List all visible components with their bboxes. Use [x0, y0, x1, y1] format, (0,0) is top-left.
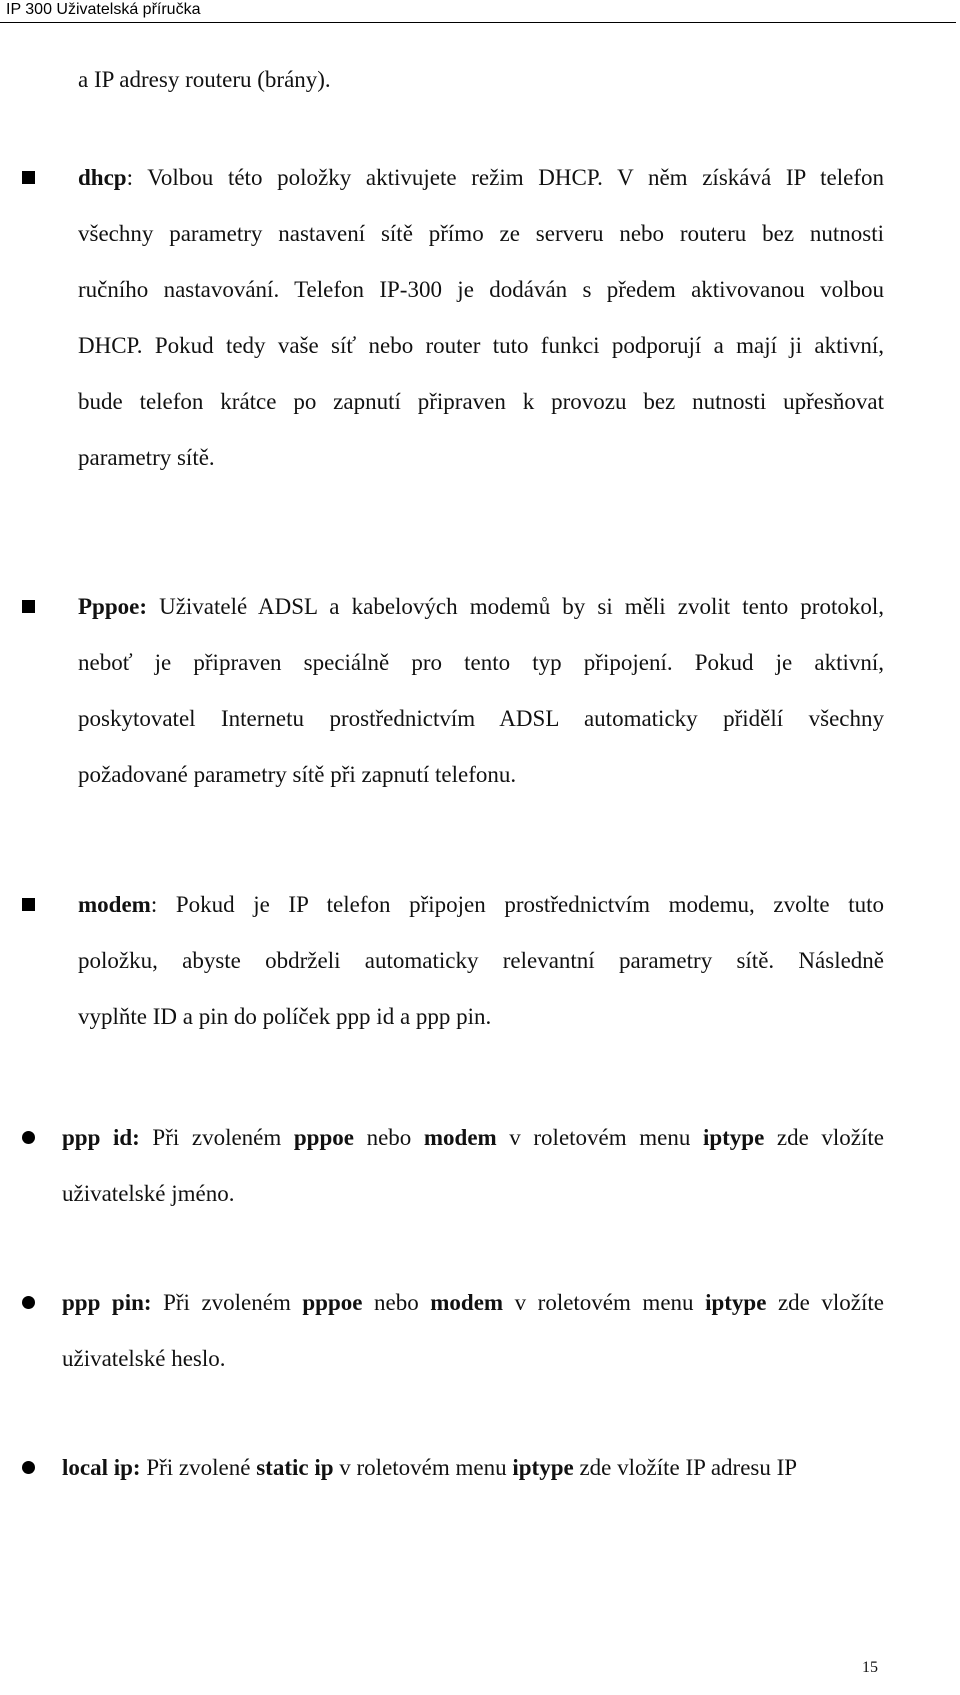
text-run: položku, abyste obdrželi automaticky relevantní parametry sítě. Následně	[78, 948, 884, 973]
text-run: zde vložíte IP adresu IP	[573, 1455, 798, 1480]
text-run: nebo	[362, 1290, 431, 1315]
bold-term: static ip	[256, 1455, 334, 1480]
text-run: zde vložíte	[764, 1125, 884, 1150]
square-bullet-icon	[22, 898, 35, 911]
text-line	[78, 374, 884, 430]
text-run: uživatelské heslo.	[62, 1346, 226, 1371]
text-line	[62, 1275, 884, 1331]
text-line	[78, 635, 884, 691]
text-run: uživatelské jméno.	[62, 1181, 235, 1206]
text-line	[78, 989, 884, 1045]
text-run: v roletovém menu	[333, 1455, 513, 1480]
text-run: požadované parametry sítě při zapnutí telefonu.	[78, 762, 517, 787]
text-line	[78, 150, 884, 206]
bold-term: ppp pin:	[62, 1290, 152, 1315]
text-line	[62, 1331, 884, 1387]
text-run: nebo	[353, 1125, 424, 1150]
text-run: neboť je připraven speciálně pro tento typ připojení. Pokud je aktivní,	[78, 650, 884, 675]
intro-line: a IP adresy routeru (brány).	[78, 67, 331, 92]
text-line	[78, 262, 884, 318]
text-line	[62, 1166, 884, 1222]
square-bullet-icon	[22, 600, 35, 613]
header-title: IP 300 Uživatelská příručka	[6, 1, 201, 18]
text-run: zde vložíte	[766, 1290, 884, 1315]
bold-term: Pppoe:	[78, 594, 147, 619]
text-line	[78, 933, 884, 989]
text-line	[78, 747, 884, 803]
text-run: ručního nastavování. Telefon IP-300 je dodáván s předem aktivovanou volbou	[78, 277, 884, 302]
list-item-ppp-id	[62, 1110, 884, 1222]
bold-term: iptype	[512, 1455, 574, 1480]
text-run: DHCP. Pokud tedy vaše síť nebo router tuto funkci podporují a mají ji aktivní,	[78, 333, 884, 358]
text-run: všechny parametry nastavení sítě přímo ze serveru nebo routeru bez nutnosti	[78, 221, 884, 246]
bold-term: iptype	[702, 1125, 765, 1150]
round-bullet-icon	[22, 1461, 35, 1474]
bold-term: ppp id:	[62, 1125, 140, 1150]
list-item-ppp-pin	[62, 1275, 884, 1387]
page-number: 15	[862, 1659, 878, 1676]
bold-term: dhcp	[78, 165, 127, 190]
text-run: Při zvoleném	[151, 1290, 303, 1315]
text-line	[62, 1440, 884, 1496]
text-line	[78, 318, 884, 374]
text-run: Při zvolené	[140, 1455, 257, 1480]
text-run: Uživatelé ADSL a kabelových modemů by si měli zvolit tento protokol,	[147, 594, 884, 619]
text-line	[62, 1110, 884, 1166]
list-item-local-ip	[62, 1440, 884, 1496]
bold-term: iptype	[705, 1290, 767, 1315]
text-line	[78, 579, 884, 635]
bold-term: pppoe	[302, 1290, 363, 1315]
text-line	[78, 430, 884, 486]
list-item-pppoe	[78, 579, 884, 803]
bold-term: modem	[430, 1290, 504, 1315]
text-run: vyplňte ID a pin do políček ppp id a ppp pin.	[78, 1004, 492, 1029]
round-bullet-icon	[22, 1131, 35, 1144]
text-run: Při zvoleném	[139, 1125, 294, 1150]
round-bullet-icon	[22, 1296, 35, 1309]
bold-term: local ip:	[62, 1455, 141, 1480]
text-run: poskytovatel Internetu prostřednictvím ADSL automaticky přidělí všechny	[78, 706, 884, 731]
text-run: v roletovém menu	[496, 1125, 703, 1150]
square-bullet-icon	[22, 171, 35, 184]
text-run: bude telefon krátce po zapnutí připraven k provozu bez nutnosti upřesňovat	[78, 389, 884, 414]
text-run: v roletovém menu	[503, 1290, 706, 1315]
bold-term: modem	[423, 1125, 497, 1150]
page-header	[0, 0, 956, 23]
text-run: : Pokud je IP telefon připojen prostřednictvím modemu, zvolte tuto	[150, 892, 884, 917]
text-run: : Volbou této položky aktivujete režim DHCP. V něm získává IP telefon	[126, 165, 884, 190]
text-line	[78, 877, 884, 933]
text-run: parametry sítě.	[78, 445, 215, 470]
list-item-modem	[78, 877, 884, 1045]
intro-paragraph	[78, 52, 884, 108]
list-item-dhcp	[78, 150, 884, 486]
bold-term: pppoe	[293, 1125, 354, 1150]
text-line	[78, 691, 884, 747]
bold-term: modem	[78, 892, 151, 917]
text-line	[78, 206, 884, 262]
